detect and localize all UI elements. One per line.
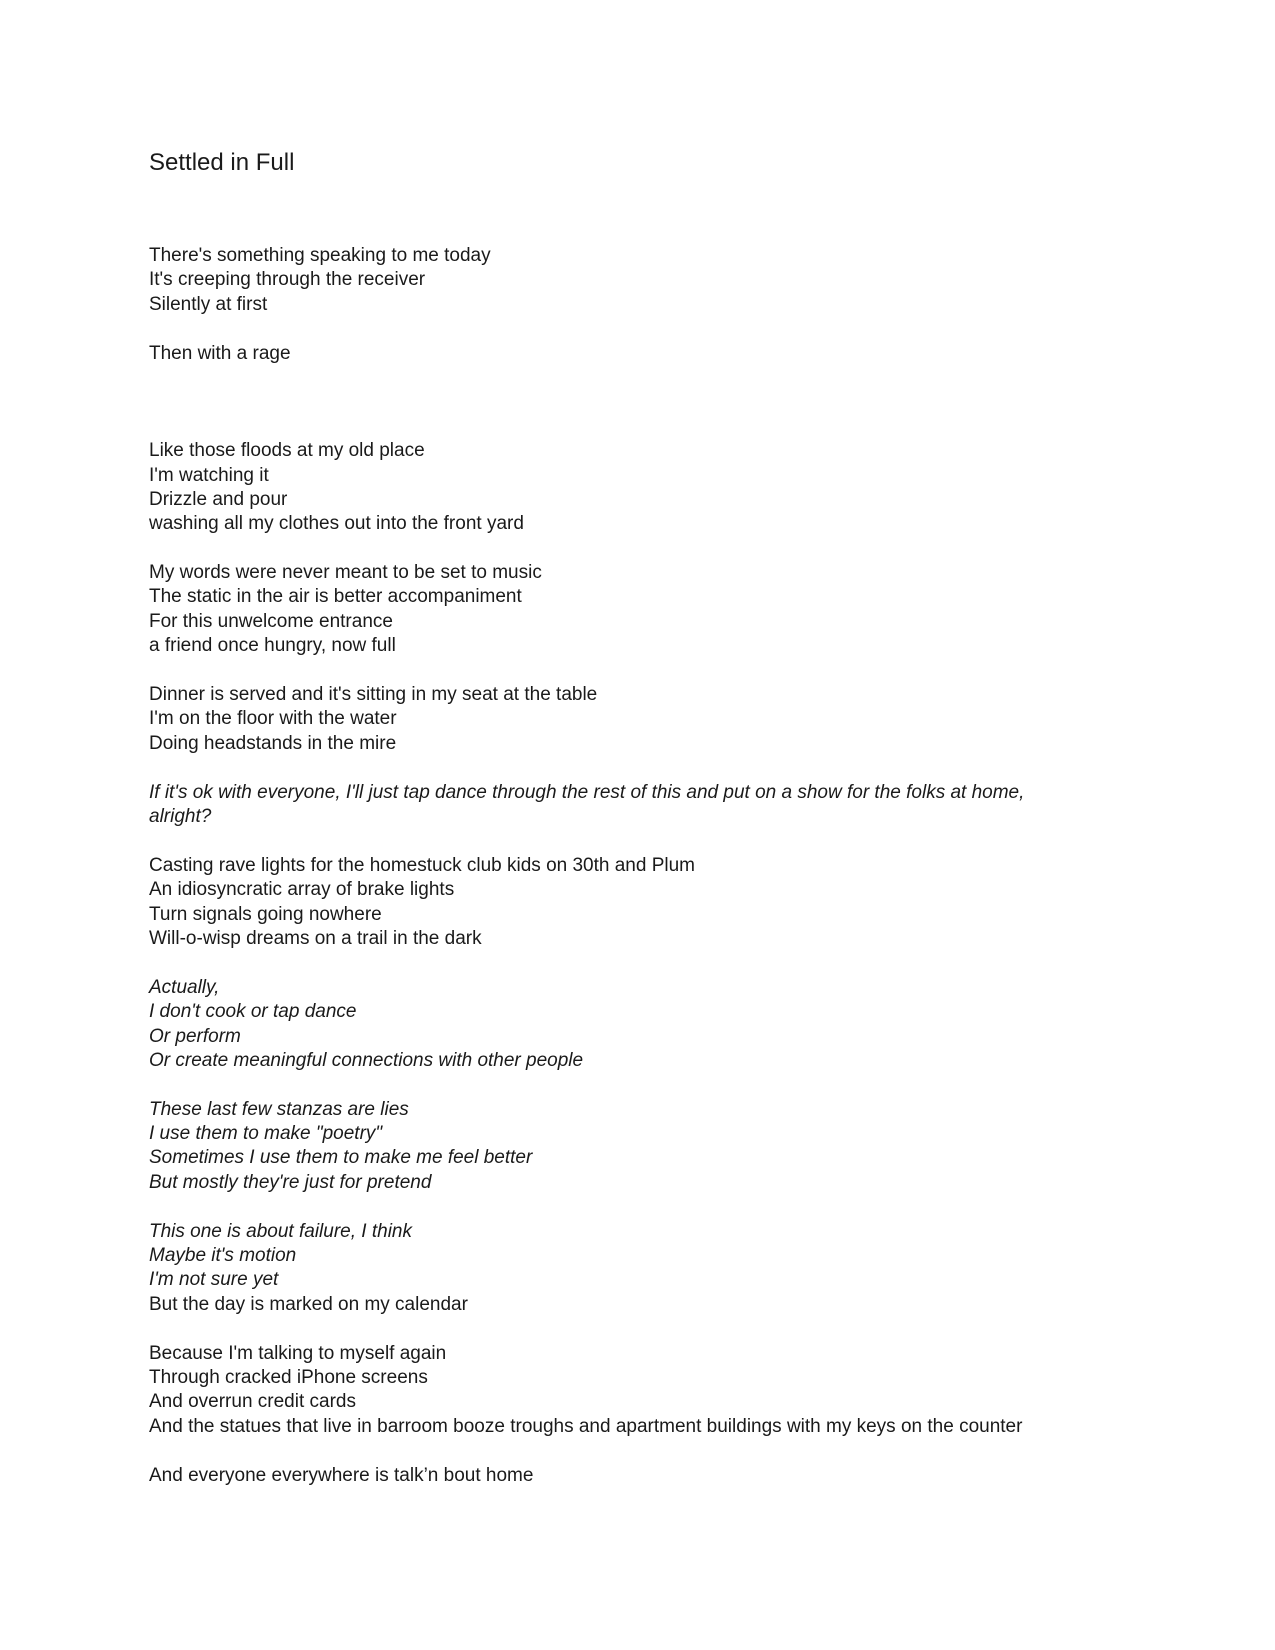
stanza-break <box>149 951 1149 975</box>
stanza-break <box>149 366 1149 390</box>
poem-line: Actually, <box>149 976 220 998</box>
poem-line: Doing headstands in the mire <box>149 732 397 754</box>
stanza-break <box>149 659 1149 683</box>
stanza-break <box>149 390 1149 414</box>
poem-line: There's something speaking to me today <box>149 245 491 266</box>
poem-line: This one is about failure, I think <box>149 1220 412 1242</box>
poem-line: It's creeping through the receiver <box>149 269 426 291</box>
stanza-break <box>149 1439 1149 1463</box>
stanza-break <box>149 1195 1149 1219</box>
poem-line: Through cracked iPhone screens <box>149 1366 428 1388</box>
stanza-break <box>149 756 1149 780</box>
poem-line: And the statues that live in barroom booze troughs and apartment buildings with my keys on the counter <box>149 1415 1023 1437</box>
poem-line: And everyone everywhere is talk’n bout home <box>149 1464 534 1486</box>
poem-line: If it's ok with everyone, I'll just tap dance through the rest of this and put on a show for the folks at home, <box>149 781 1025 803</box>
poem-line: I'm on the floor with the water <box>149 708 397 730</box>
poem-line: washing all my clothes out into the front yard <box>149 513 524 535</box>
poem-line: Turn signals going nowhere <box>149 903 382 925</box>
poem-line: I don't cook or tap dance <box>149 1001 357 1023</box>
stanza-break <box>149 1073 1149 1097</box>
poem-line: Casting rave lights for the homestuck club kids on 30th and Plum <box>149 854 696 876</box>
poem-line: But mostly they're just for pretend <box>149 1171 432 1193</box>
stanza-break <box>149 537 1149 561</box>
poem-line: Maybe it's motion <box>149 1245 297 1267</box>
stanza-break <box>149 415 1149 439</box>
poem-line: Sometimes I use them to make me feel better <box>149 1147 533 1169</box>
poem-line: Like those floods at my old place <box>149 440 425 462</box>
poem-line: And overrun credit cards <box>149 1391 356 1413</box>
poem-line: The static in the air is better accompaniment <box>149 586 522 608</box>
stanza-break <box>149 1317 1149 1341</box>
poem-line: Or perform <box>149 1025 241 1047</box>
poem-line: I'm not sure yet <box>149 1269 279 1291</box>
document-title: Settled in Full <box>149 149 295 176</box>
poem-line: Because I'm talking to myself again <box>149 1342 447 1364</box>
poem-line: These last few stanzas are lies <box>149 1098 409 1120</box>
poem-line: Then with a rage <box>149 342 291 364</box>
poem-line: Drizzle and pour <box>149 488 288 510</box>
poem-body <box>149 244 1149 1488</box>
poem-line: My words were never meant to be set to music <box>149 562 542 584</box>
poem-line: I'm watching it <box>149 464 269 486</box>
poem-line: a friend once hungry, now full <box>149 635 396 657</box>
poem-line: Will-o-wisp dreams on a trail in the dark <box>149 927 482 949</box>
poem-line: But the day is marked on my calendar <box>149 1293 468 1315</box>
poem-line: Or create meaningful connections with other people <box>149 1049 584 1071</box>
poem-line: An idiosyncratic array of brake lights <box>149 879 455 901</box>
poem-line: For this unwelcome entrance <box>149 610 393 632</box>
poem-line: I use them to make "poetry" <box>149 1123 383 1145</box>
poem-line: alright? <box>149 805 212 827</box>
stanza-break <box>149 829 1149 853</box>
poem-line: Silently at first <box>149 293 268 315</box>
stanza-break <box>149 317 1149 341</box>
poem-line: Dinner is served and it's sitting in my seat at the table <box>149 684 598 706</box>
